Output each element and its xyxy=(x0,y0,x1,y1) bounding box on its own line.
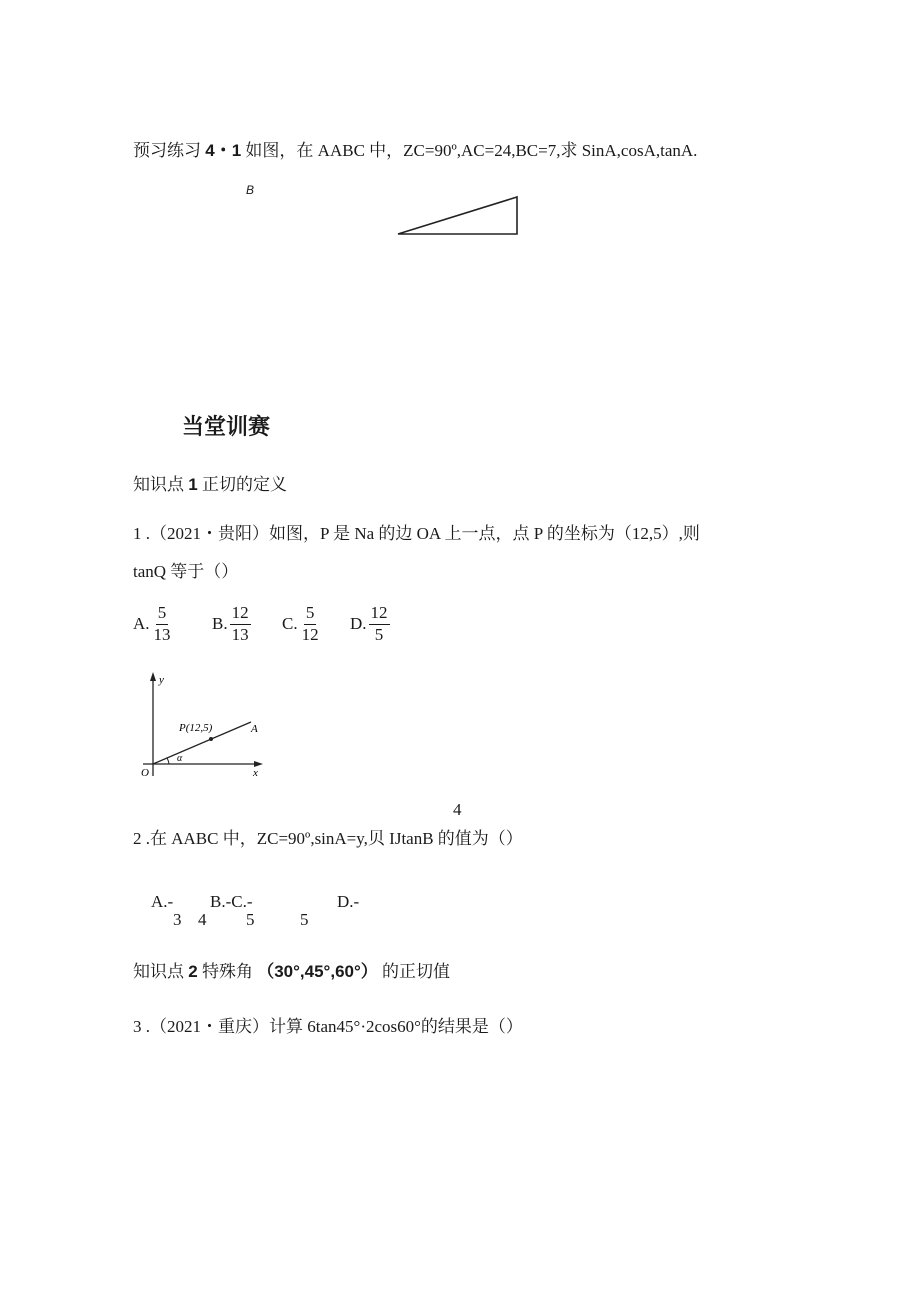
angle-arc xyxy=(167,758,169,764)
fraction xyxy=(369,604,390,644)
denominator: 13 xyxy=(153,624,171,644)
option-label: D. xyxy=(350,614,367,634)
kp1-text: 正切的定义 xyxy=(201,475,287,494)
knowledge-point-2 xyxy=(133,957,450,982)
q2-denominator-a: 3 xyxy=(173,910,182,929)
q2-superscript: 4 xyxy=(453,800,462,819)
kp2-prefix: 知识点 xyxy=(133,962,184,981)
q1-option-a xyxy=(133,604,173,644)
q2-line: 2 .在 AABC 中，ZC=90º,sinA=y,贝 IJtanB 的值为（） xyxy=(133,829,523,848)
option-label: B. xyxy=(212,614,228,634)
option-label: A. xyxy=(133,614,150,634)
triangle-figure xyxy=(390,190,530,242)
kp2-mid: 特殊角 xyxy=(201,962,253,981)
fraction xyxy=(152,604,173,644)
q2-option-d: D.- xyxy=(337,892,360,911)
denominator: 13 xyxy=(231,624,249,644)
kp1-prefix: 知识点 xyxy=(133,475,184,494)
q3-line: 3 .（2021・重庆）计算 6tan45°·2cos60°的结果是（） xyxy=(133,1017,523,1036)
triangle-shape xyxy=(398,197,517,234)
q1-line-1: 1 .（2021・贵阳）如图，P 是 Na 的边 OA 上一点，点 P 的坐标为（12,5）,则 xyxy=(133,524,700,543)
figure-label-b: B xyxy=(246,183,255,197)
fraction xyxy=(300,604,321,644)
q1-option-d xyxy=(350,604,390,644)
option-label: C. xyxy=(282,614,298,634)
kp2-suffix: 的正切值 xyxy=(382,962,451,981)
q1-option-c xyxy=(282,604,321,644)
q2-option-a: A.- xyxy=(151,892,174,911)
fraction xyxy=(230,604,251,644)
preview-exercise xyxy=(133,136,697,161)
point-p-label: P(12,5) xyxy=(179,722,213,734)
x-label: x xyxy=(253,767,258,779)
numerator: 5 xyxy=(304,604,317,625)
origin-label: O xyxy=(141,767,149,779)
kp2-angles: （30°,45°,60°） xyxy=(257,962,378,981)
q2-denominator-b: 4 xyxy=(198,910,207,929)
kp1-number: 1 xyxy=(188,475,198,494)
knowledge-point-1 xyxy=(133,470,287,495)
angle-label: α xyxy=(177,753,183,764)
point-p xyxy=(209,737,213,741)
point-a-label: A xyxy=(251,723,258,735)
denominator: 5 xyxy=(374,624,384,644)
q1-option-b xyxy=(212,604,251,644)
q2-denominator-c: 5 xyxy=(246,910,255,929)
denominator: 12 xyxy=(301,624,319,644)
section-title: 当堂训赛 xyxy=(182,414,271,439)
y-label: y xyxy=(159,674,164,686)
numerator: 12 xyxy=(230,604,251,625)
y-axis-arrow xyxy=(150,672,156,681)
preview-number: 4・1 xyxy=(205,141,242,160)
q2-option-bc: B.-C.- xyxy=(210,892,253,911)
q1-line-2: tanQ 等于（） xyxy=(133,562,239,581)
coordinate-figure xyxy=(135,668,275,782)
preview-text: 如图，在 AABC 中，ZC=90º,AC=24,BC=7,求 SinA,cosA,tanA. xyxy=(245,141,698,160)
numerator: 12 xyxy=(369,604,390,625)
kp2-number: 2 xyxy=(188,962,198,981)
q2-denominator-d: 5 xyxy=(300,910,309,929)
numerator: 5 xyxy=(156,604,169,625)
preview-prefix: 预习练习 xyxy=(133,141,201,160)
